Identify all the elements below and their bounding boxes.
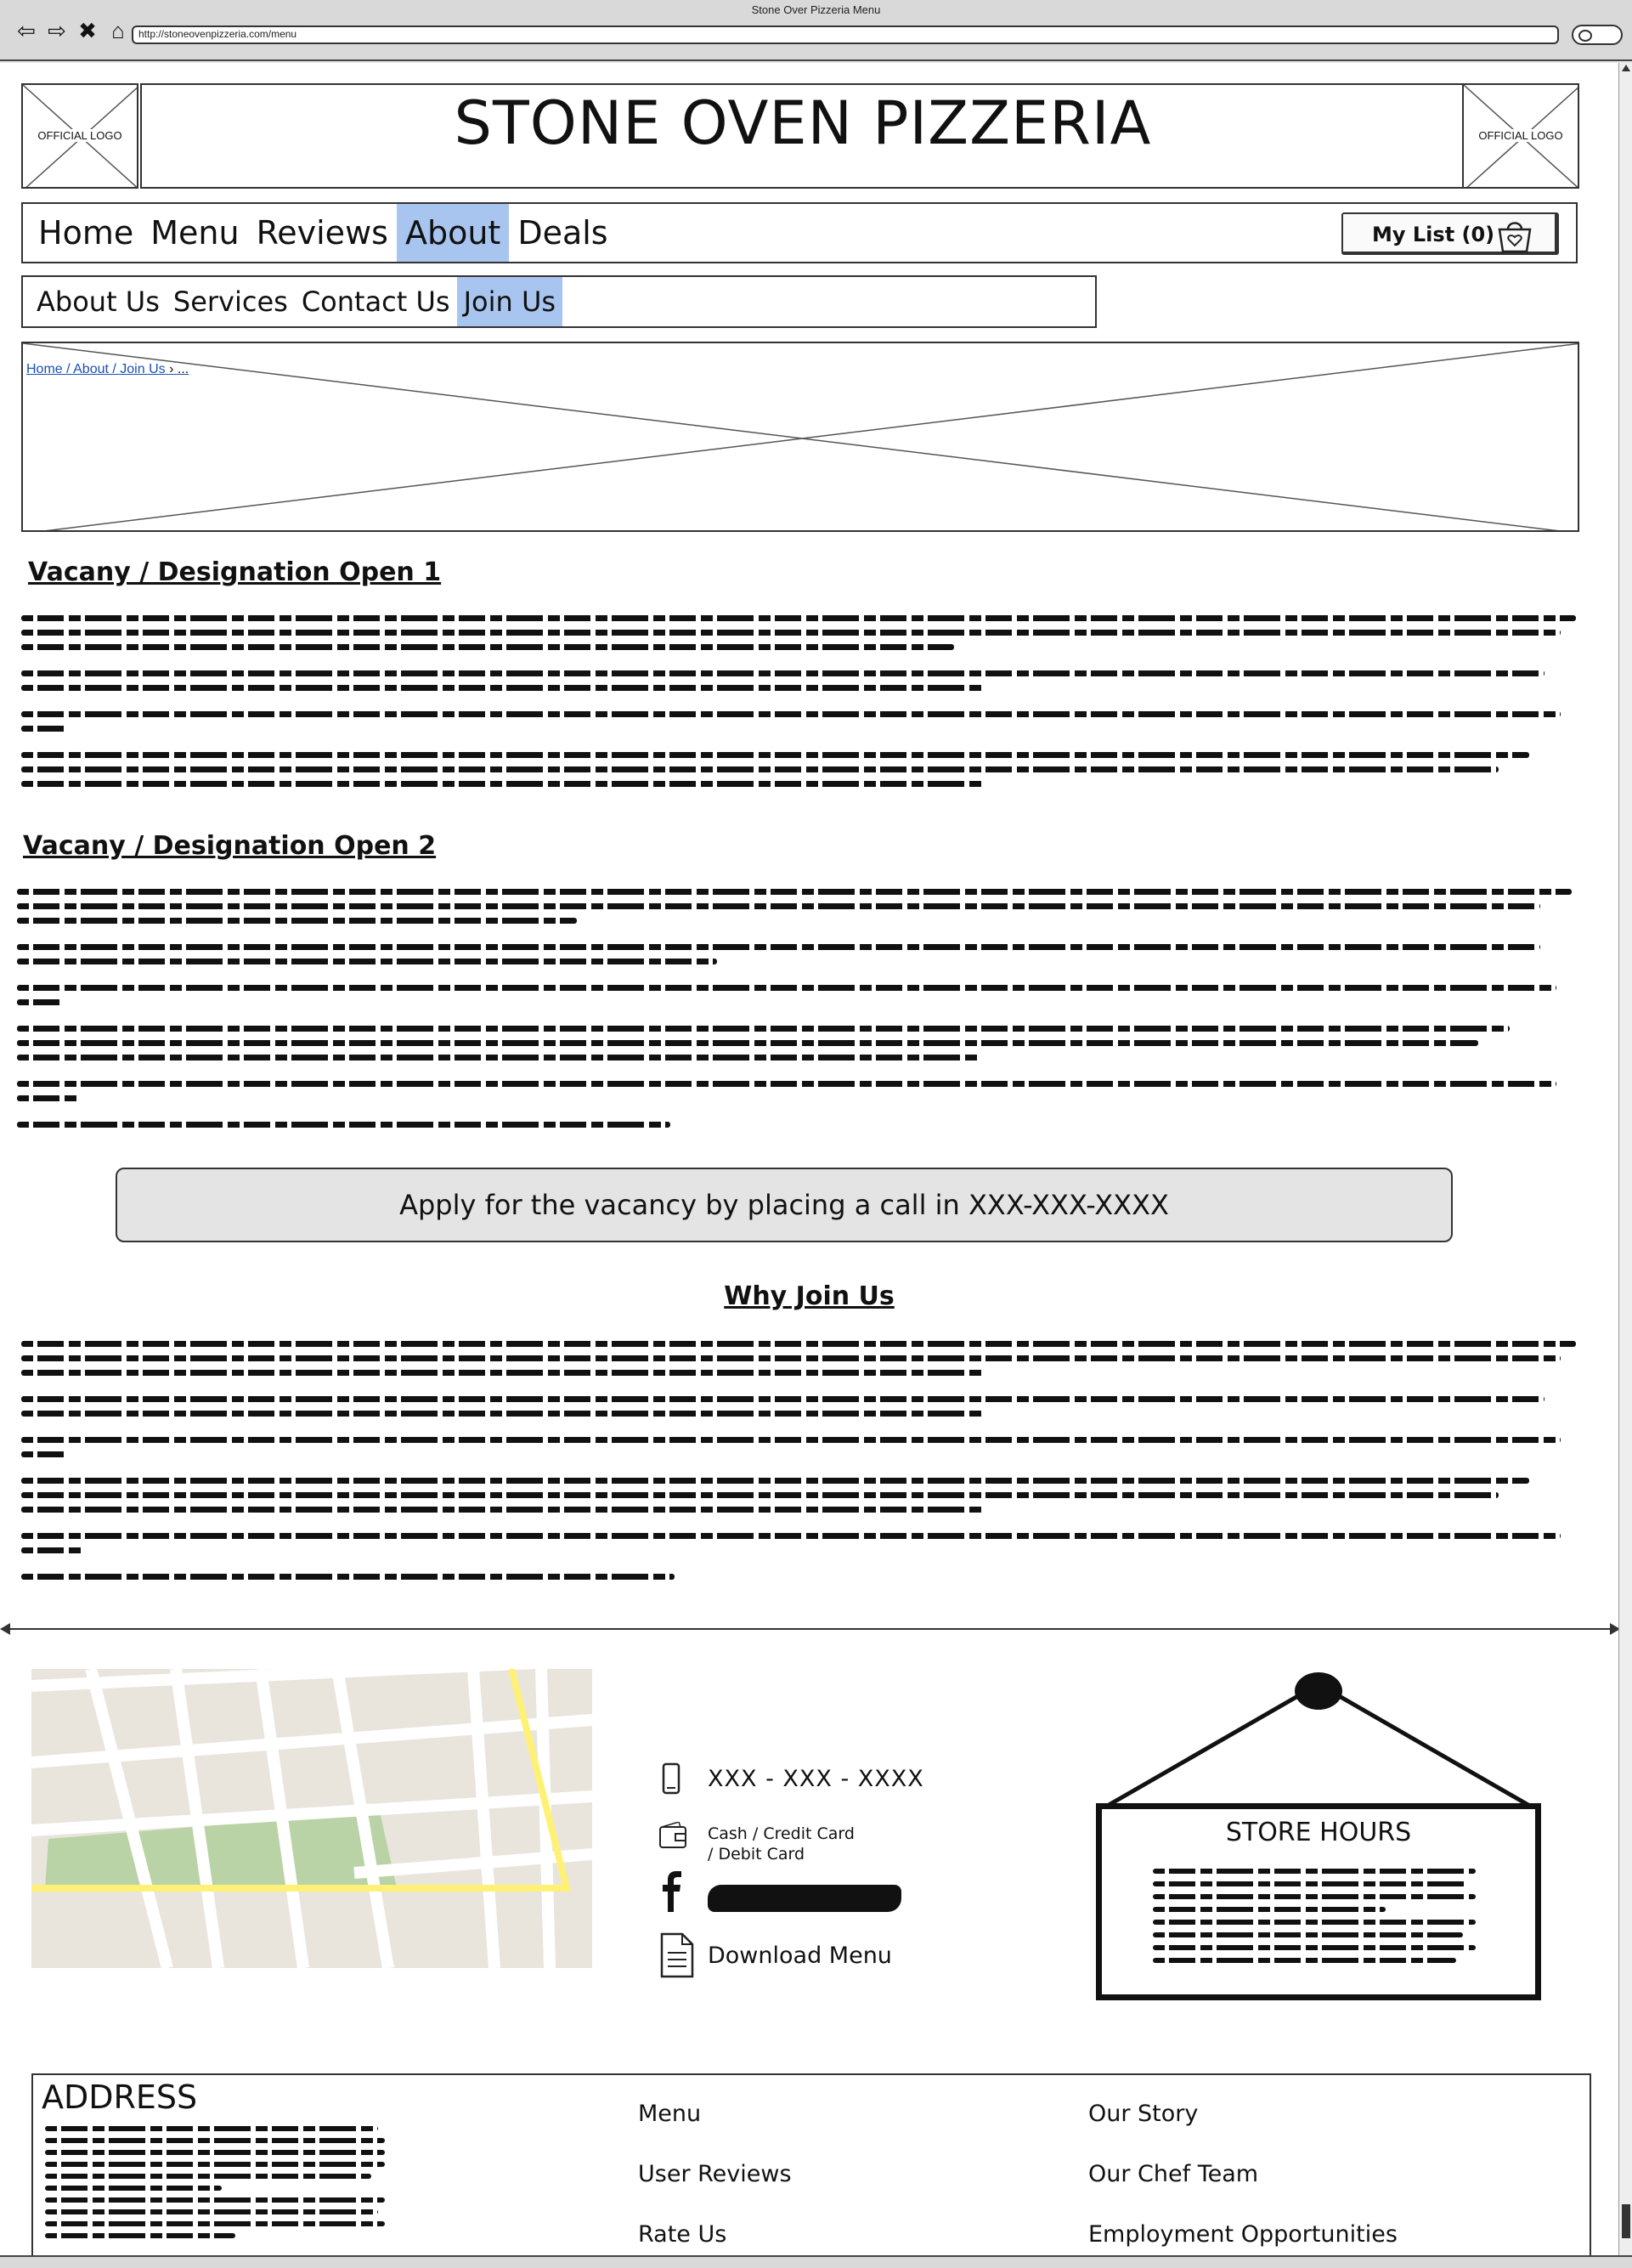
contact-list — [658, 1762, 1066, 1992]
main-nav-tab-home[interactable]: Home — [38, 214, 134, 252]
main-nav-tab-deals[interactable]: Deals — [517, 214, 608, 252]
wallet-icon — [658, 1822, 689, 1851]
footer-link-employment-opportunities[interactable]: Employment Opportunities — [1088, 2221, 1398, 2248]
shopping-bag-icon — [1496, 219, 1533, 253]
browser-chrome — [0, 0, 1632, 61]
my-list-button[interactable] — [1341, 212, 1559, 255]
download-menu-row[interactable] — [658, 1932, 1066, 1992]
store-hours-text — [1153, 1869, 1476, 1971]
store-hours-board — [1096, 1803, 1541, 2000]
phone-icon — [658, 1762, 684, 1796]
vacancy-1-heading: Vacany / Designation Open 1 — [28, 557, 442, 587]
facebook-row[interactable] — [658, 1871, 1066, 1932]
scroll-thumb[interactable] — [1622, 2204, 1630, 2238]
back-icon[interactable]: ⇦ — [17, 18, 36, 43]
hero-placeholder-cross — [23, 343, 1579, 532]
apply-call-banner[interactable]: Apply for the vacancy by placing a call in XXX-XXX-XXXX — [116, 1168, 1453, 1242]
location-map[interactable] — [31, 1669, 592, 1968]
logo-label-right: OFFICIAL LOGO — [1478, 129, 1563, 142]
footer-links-col-2 — [1088, 2101, 1398, 2268]
breadcrumb[interactable] — [26, 362, 189, 377]
main-nav-tab-about[interactable]: About — [397, 204, 509, 262]
scroll-up-icon[interactable] — [1622, 65, 1630, 71]
hero-image-placeholder — [21, 342, 1579, 532]
footer-link-our-chef-team[interactable]: Our Chef Team — [1088, 2161, 1259, 2187]
sub-nav-tab-contact-us[interactable]: Contact Us — [301, 286, 450, 318]
facebook-handle-scribble[interactable] — [708, 1885, 901, 1912]
home-icon[interactable]: ⌂ — [111, 18, 125, 43]
phone-row — [658, 1762, 1066, 1822]
vacancy-2-heading: Vacany / Designation Open 2 — [23, 831, 437, 861]
official-logo-right[interactable] — [1462, 83, 1579, 189]
window-title: Stone Over Pizzeria Menu — [751, 3, 881, 16]
address-title: ADDRESS — [42, 2079, 198, 2116]
footer-links-col-1 — [638, 2101, 792, 2268]
footer-link-user-reviews[interactable]: User Reviews — [638, 2161, 792, 2187]
document-icon — [658, 1932, 696, 1978]
footer-link-rate-us[interactable]: Rate Us — [638, 2221, 727, 2248]
address-text — [45, 2126, 385, 2245]
facebook-icon[interactable] — [658, 1871, 684, 1914]
why-join-us-text — [21, 1341, 1576, 1588]
sub-nav-tab-about-us[interactable]: About Us — [37, 286, 160, 318]
sub-nav — [21, 275, 1097, 328]
browser-status-bar — [0, 2255, 1632, 2268]
vacancy-1-text — [21, 615, 1576, 795]
payment-line-2: / Debit Card — [708, 1845, 805, 1864]
footer-link-our-story[interactable]: Our Story — [1088, 2101, 1199, 2127]
payment-line-1: Cash / Credit Card — [708, 1824, 855, 1843]
footer-divider — [2, 1628, 1618, 1630]
map-graphic — [31, 1669, 592, 1968]
footer-box — [31, 2073, 1591, 2268]
breadcrumb-tail: › ... — [169, 362, 189, 376]
store-hours-sign — [1079, 1659, 1555, 1999]
payment-methods — [708, 1824, 855, 1864]
sign-hanger — [1079, 1659, 1555, 1812]
main-nav — [21, 202, 1578, 263]
vertical-scrollbar[interactable] — [1618, 63, 1632, 2255]
search-icon[interactable] — [1572, 25, 1623, 45]
my-list-label: My List (0) — [1372, 223, 1495, 246]
page-canvas — [0, 63, 1618, 2255]
browser-nav-buttons — [15, 19, 129, 42]
logo-label-left: OFFICIAL LOGO — [37, 129, 122, 142]
main-nav-tabs — [30, 204, 617, 262]
url-bar[interactable]: http://stoneovenpizzeria.com/menu — [132, 25, 1559, 44]
site-title: STONE OVEN PIZZERIA — [454, 88, 1152, 158]
breadcrumb-links[interactable]: Home / About / Join Us — [26, 362, 166, 376]
store-hours-title: STORE HOURS — [1225, 1818, 1412, 1847]
sub-nav-tab-services[interactable]: Services — [172, 286, 288, 318]
title-bar — [140, 83, 1465, 189]
download-menu-link[interactable]: Download Menu — [708, 1943, 892, 1969]
main-nav-tab-menu[interactable]: Menu — [150, 214, 240, 252]
main-nav-tab-reviews[interactable]: Reviews — [256, 214, 388, 252]
phone-number[interactable]: XXX - XXX - XXXX — [708, 1766, 924, 1792]
forward-icon[interactable]: ⇨ — [48, 18, 66, 43]
stop-icon[interactable]: ✖ — [78, 18, 97, 43]
official-logo-left[interactable] — [21, 83, 138, 189]
sub-nav-tab-join-us[interactable]: Join Us — [457, 277, 562, 326]
why-join-us-heading: Why Join Us — [724, 1281, 895, 1311]
payment-row — [658, 1822, 1066, 1871]
footer-link-menu[interactable]: Menu — [638, 2101, 702, 2127]
vacancy-2-text — [17, 889, 1572, 1136]
sub-nav-tabs — [30, 277, 562, 326]
